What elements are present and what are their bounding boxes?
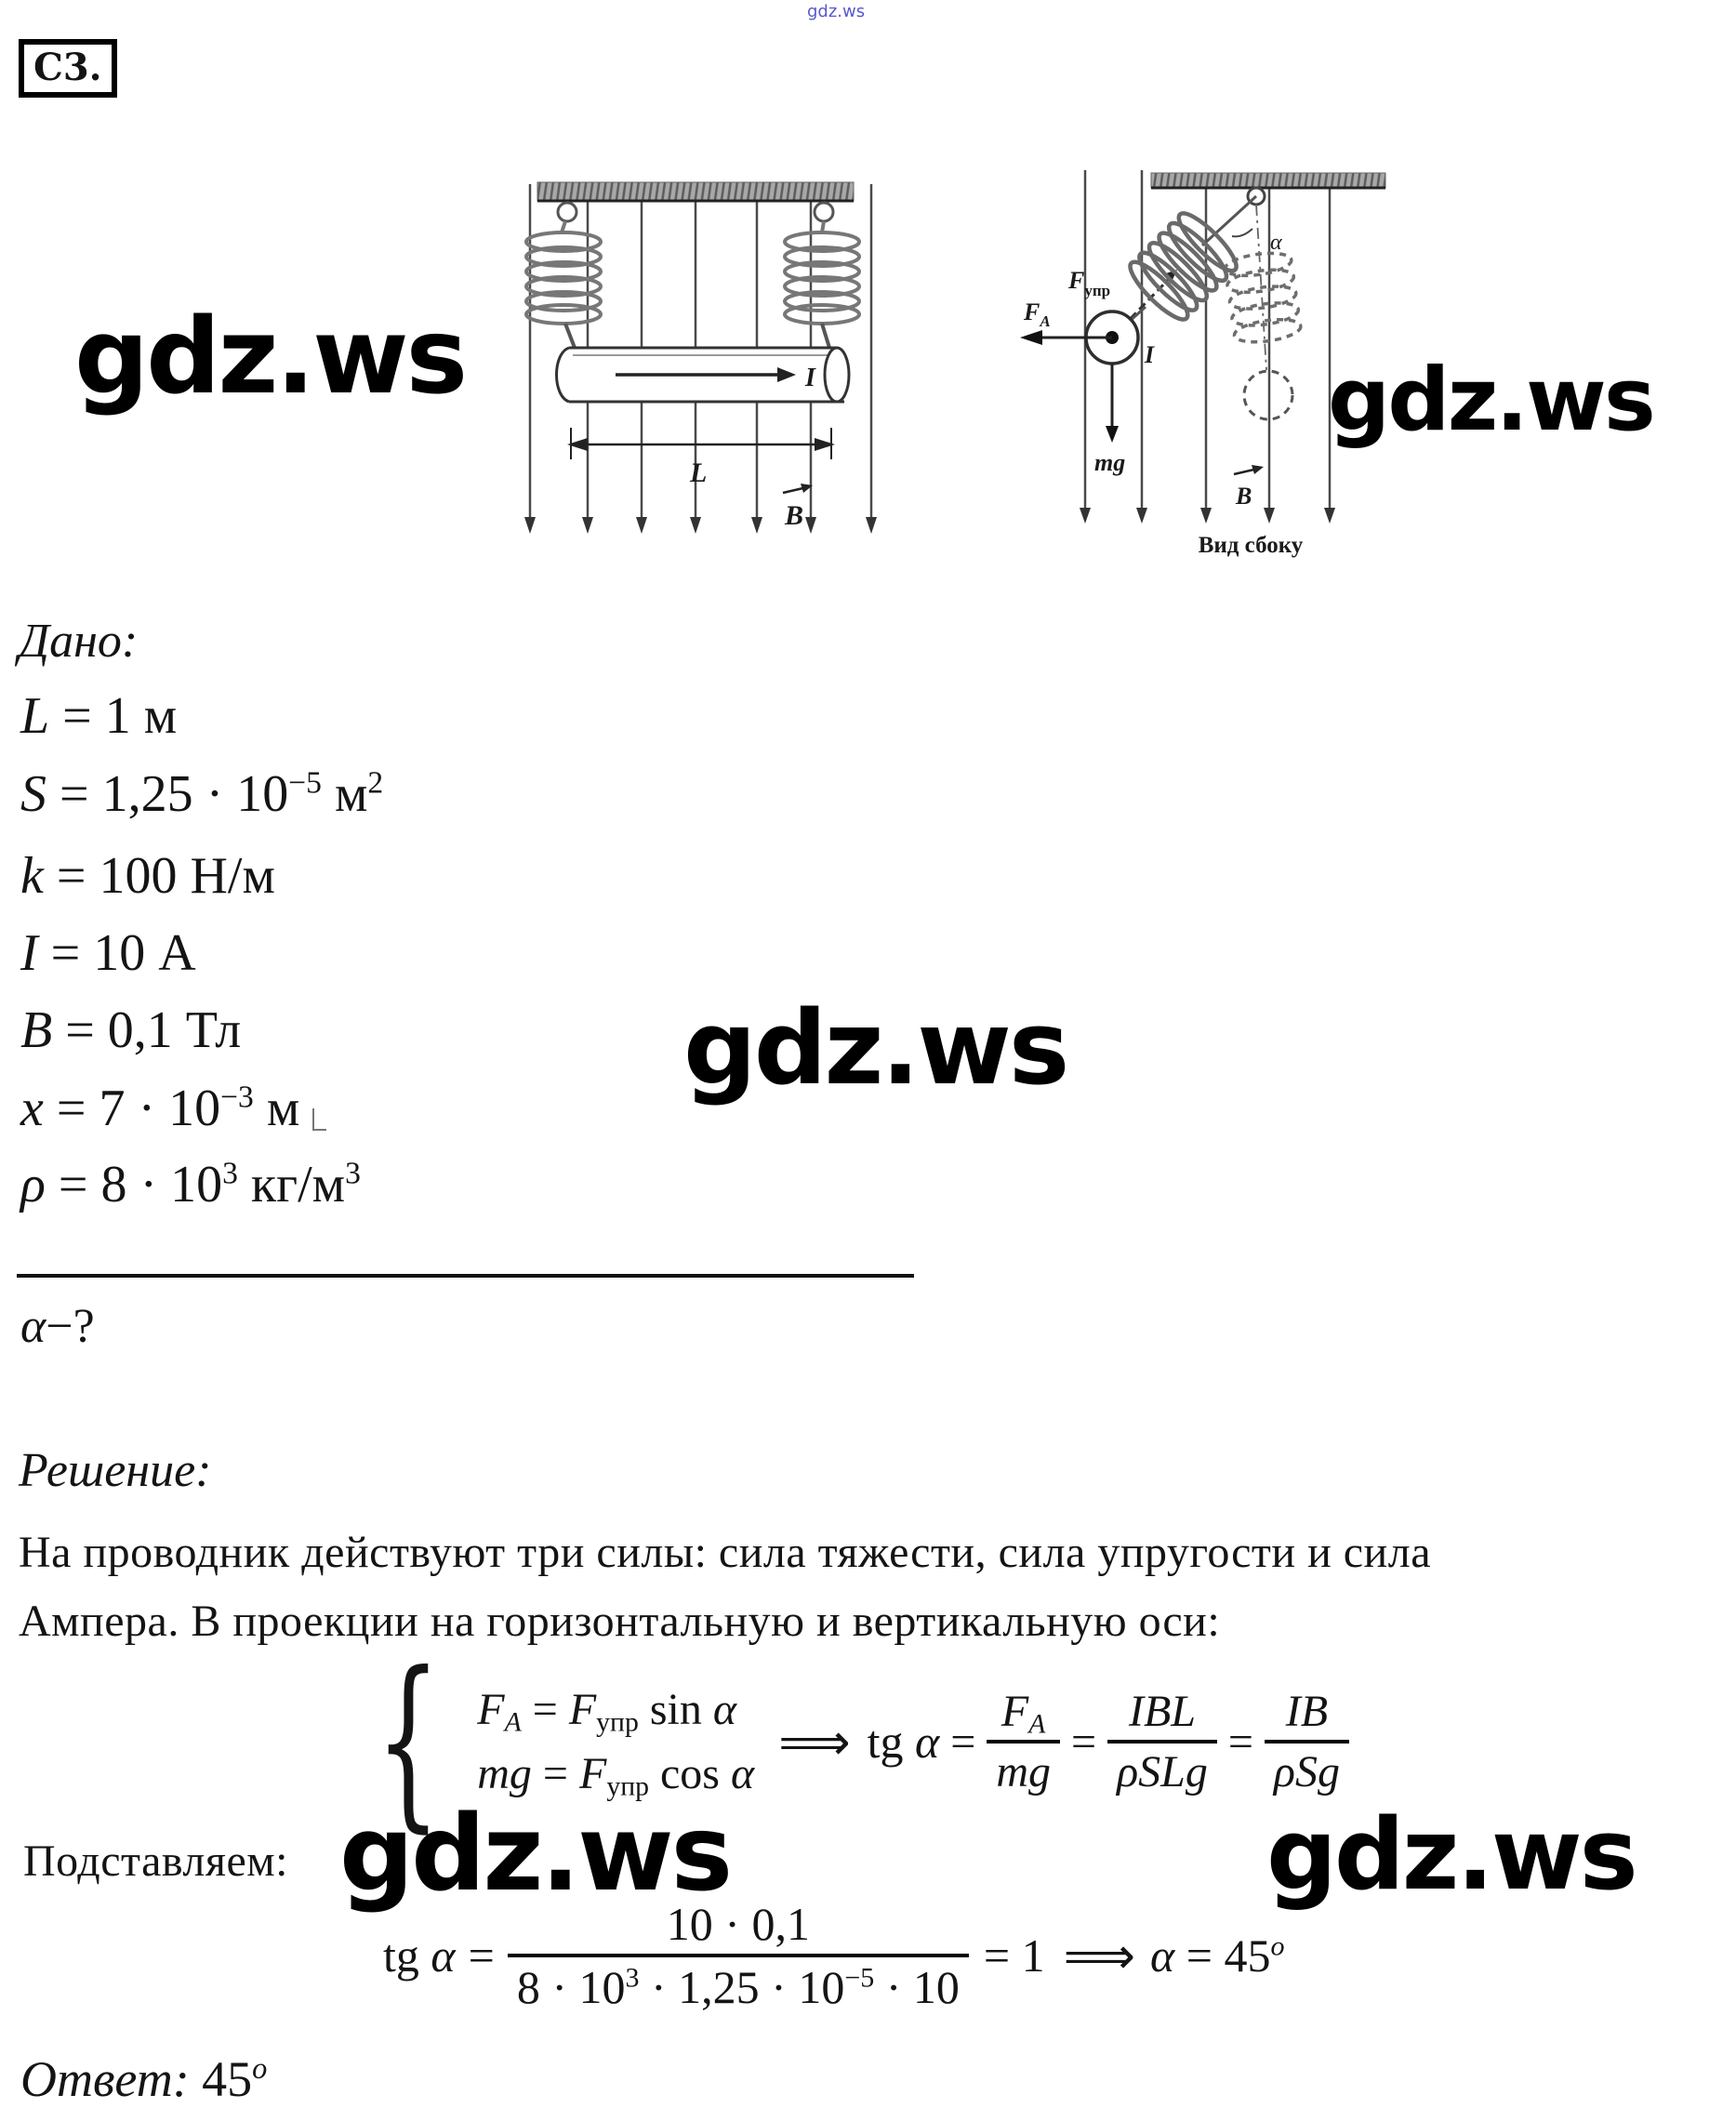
scan-artifact xyxy=(312,1108,326,1131)
find-symbol: α xyxy=(20,1300,46,1353)
side-view-caption: Вид сбоку xyxy=(1198,533,1304,558)
function: sin xyxy=(638,1685,713,1734)
field-label: B xyxy=(1236,483,1252,510)
side-view-diagram xyxy=(1007,138,1388,575)
answer-value: 45 xyxy=(189,2051,253,2107)
solution-title: Решение: xyxy=(19,1444,212,1497)
var: F xyxy=(477,1685,505,1734)
watermark-upper-right: gdz.ws xyxy=(1328,350,1653,451)
given-unit: м xyxy=(321,765,368,823)
denominator xyxy=(508,1954,969,2014)
given-line-k xyxy=(20,848,275,906)
given-line-S xyxy=(20,766,383,824)
given-value: = 1,25 · 10 xyxy=(46,765,289,823)
given-var: L xyxy=(20,687,50,745)
value: · 10 xyxy=(874,1961,960,2013)
equation-2 xyxy=(477,1748,755,1802)
equals-one: = 1 xyxy=(983,1929,1045,1982)
equals: = xyxy=(1227,1717,1253,1767)
given-var: k xyxy=(20,847,44,905)
subscript: A xyxy=(504,1706,522,1738)
given-var: ρ xyxy=(20,1156,46,1213)
given-line-rho xyxy=(20,1157,361,1214)
var: mg xyxy=(477,1749,532,1798)
field-vector-arrow xyxy=(783,484,813,493)
given-value: = 10 А xyxy=(37,924,196,982)
equals: = xyxy=(521,1685,569,1734)
given-title: Дано: xyxy=(19,615,139,668)
solution-paragraph-line-1: На проводник действуют три силы: сила тяжести, сила упругости и сила xyxy=(19,1528,1431,1577)
given-value: = 8 · 10 xyxy=(45,1156,223,1213)
given-value: = 1 м xyxy=(49,687,178,745)
exponent: −5 xyxy=(844,1962,875,1994)
field-label: B xyxy=(785,500,804,531)
degree-sup: o xyxy=(1270,1930,1285,1962)
var: α xyxy=(712,1685,737,1734)
numerator: IB xyxy=(1285,1687,1329,1736)
given-line-x xyxy=(20,1081,326,1138)
var: α xyxy=(915,1716,940,1768)
var: α xyxy=(431,1929,456,1982)
length-label: L xyxy=(690,457,708,488)
denominator: mg xyxy=(987,1740,1060,1797)
field-arrowheads xyxy=(524,517,877,534)
result: = 45 xyxy=(1174,1929,1271,1982)
given-value: = 7 · 10 xyxy=(43,1080,221,1137)
answer-line xyxy=(20,2050,267,2108)
var: F xyxy=(1001,1687,1029,1736)
subscript: упр xyxy=(596,1706,639,1738)
var: α xyxy=(1150,1929,1175,1982)
watermark-top: gdz.ws xyxy=(807,2,866,21)
equals: = xyxy=(468,1929,495,1982)
right-spring xyxy=(785,203,859,348)
denominator: ρSLg xyxy=(1107,1740,1217,1797)
equals: = xyxy=(950,1717,976,1767)
given-var: I xyxy=(20,924,38,982)
substitute-label: Подставляем: xyxy=(23,1836,288,1886)
watermark-lower-right: gdz.ws xyxy=(1266,1797,1636,1912)
spring-force-label: $F_{упр}$ xyxy=(1068,267,1111,299)
exponent: 3 xyxy=(625,1962,640,1994)
value: · 1,25 · 10 xyxy=(639,1961,845,2013)
spring-wire-top xyxy=(1202,196,1256,245)
answer-label: Ответ: xyxy=(20,2051,190,2107)
weight-arrow xyxy=(1106,364,1119,443)
given-var: S xyxy=(20,765,46,823)
implies-arrow: ⟹ xyxy=(1063,1926,1136,1985)
equation-system xyxy=(376,1633,1349,1849)
find-line xyxy=(20,1300,95,1353)
current-label: I xyxy=(805,364,815,392)
function: cos xyxy=(649,1749,731,1798)
given-unit: м xyxy=(253,1080,300,1137)
watermark-middle: gdz.ws xyxy=(683,988,1067,1107)
var: F xyxy=(579,1749,607,1798)
exponent: 3 xyxy=(345,1156,361,1191)
separator-line xyxy=(17,1274,914,1278)
var: α xyxy=(730,1749,755,1798)
given-line-B xyxy=(20,1002,241,1060)
value: 8 · 10 xyxy=(516,1961,626,2013)
equals: = xyxy=(1071,1717,1097,1767)
ampere-force-label: $F_A$ xyxy=(1024,298,1051,330)
fraction-fa-mg xyxy=(987,1686,1060,1797)
numeric-fraction xyxy=(508,1897,969,2014)
field-arrowheads xyxy=(1080,508,1335,524)
given-var: x xyxy=(20,1080,44,1137)
tg: tg xyxy=(383,1929,431,1982)
given-value: = 0,1 Тл xyxy=(52,1001,242,1059)
watermark-lower-left: gdz.ws xyxy=(339,1794,731,1915)
final-formula xyxy=(383,1897,1284,2014)
equals: = xyxy=(531,1749,579,1798)
given-line-I xyxy=(20,925,196,983)
watermark-upper-left: gdz.ws xyxy=(74,297,466,418)
fraction-ibl xyxy=(1107,1686,1217,1797)
exponent: −3 xyxy=(220,1080,254,1115)
subscript: упр xyxy=(606,1770,649,1802)
given-unit: кг/м xyxy=(237,1156,346,1213)
implies-arrow: ⟹ xyxy=(778,1712,851,1771)
derivation-chain xyxy=(754,1686,1349,1797)
exponent: 2 xyxy=(367,765,384,801)
left-spring xyxy=(526,203,601,348)
subscript: A xyxy=(1028,1708,1046,1740)
angle-label: α xyxy=(1270,231,1282,255)
system-equations xyxy=(477,1684,755,1802)
denominator: ρSg xyxy=(1265,1740,1349,1797)
given-line-L xyxy=(20,688,177,746)
tg: tg xyxy=(867,1716,916,1768)
ceiling xyxy=(537,182,854,201)
angle-arc xyxy=(1232,229,1252,236)
exponent: −5 xyxy=(288,765,322,801)
field-vector-arrow xyxy=(1234,465,1264,474)
weight-label: mg xyxy=(1094,449,1126,476)
ceiling xyxy=(1151,173,1385,188)
current-label: I xyxy=(1145,341,1155,368)
degree-sup: o xyxy=(252,2052,268,2086)
numerator: IBL xyxy=(1128,1687,1196,1736)
fraction-ib xyxy=(1265,1686,1349,1797)
var: F xyxy=(568,1685,597,1734)
find-question: −? xyxy=(46,1300,95,1353)
numerator: 10 · 0,1 xyxy=(666,1898,810,1950)
equation-1 xyxy=(477,1684,754,1738)
exponent: 3 xyxy=(222,1156,238,1191)
front-view-diagram xyxy=(513,166,885,556)
given-value: = 100 Н/м xyxy=(43,847,275,905)
problem-label: C3. xyxy=(19,39,117,98)
solution-paragraph-line-2: Ампера. В проекции на горизонтальную и вертикальную оси: xyxy=(19,1597,1221,1646)
length-dimension xyxy=(567,428,835,459)
system-brace: { xyxy=(376,1633,441,1849)
given-var: B xyxy=(20,1001,53,1059)
